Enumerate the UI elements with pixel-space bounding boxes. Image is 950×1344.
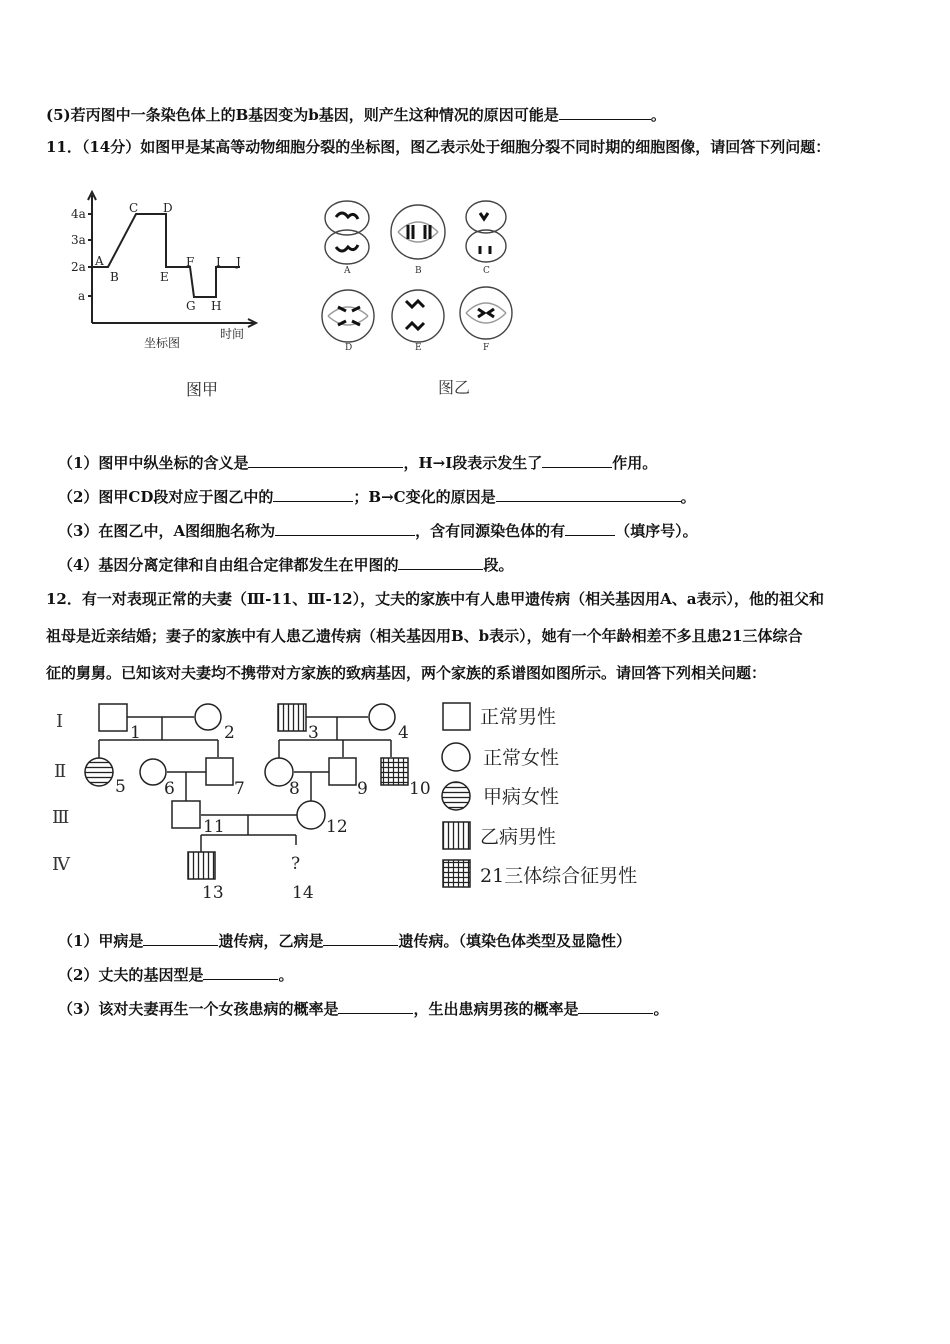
answer-blank[interactable] <box>275 520 415 536</box>
point-label: G <box>186 299 196 313</box>
cell-label: C <box>483 266 490 276</box>
answer-blank[interactable] <box>542 452 612 468</box>
generation-label: Ⅰ <box>56 711 64 732</box>
individual-7 <box>206 758 233 785</box>
answer-blank[interactable] <box>565 520 615 536</box>
individual-number: 8 <box>289 779 300 799</box>
q11-p4: （4）基因分离定律和自由组合定律都发生在甲图的 段。 <box>58 556 514 574</box>
q12-stem-line1: 12．有一对表现正常的夫妻（Ⅲ-11、Ⅲ-12），丈夫的家族中有人患甲遗传病（相关基因用A、a表示），他的祖父和 <box>46 590 824 608</box>
individual-number: 10 <box>409 779 431 799</box>
q12-p2: （2）丈夫的基因型是 。 <box>58 966 294 984</box>
q11-p2: （2）图甲CD段对应于图乙中的 ；B→C变化的原因是 。 <box>58 488 696 506</box>
individual-number: 14 <box>292 883 314 903</box>
individual-number: 6 <box>164 779 175 799</box>
individual-number: 4 <box>398 723 409 743</box>
point-label: I <box>216 255 221 269</box>
point-label: F <box>186 255 195 269</box>
legend-normal-female <box>442 743 470 771</box>
pedigree-chart <box>46 695 666 910</box>
cell-e <box>392 290 444 342</box>
individual-13 <box>188 852 215 879</box>
point-label: H <box>211 299 222 313</box>
individual-number: 9 <box>357 779 368 799</box>
unknown-mark: ? <box>291 854 301 874</box>
individual-number: 7 <box>234 779 245 799</box>
answer-blank[interactable] <box>273 486 353 502</box>
legend-yi-male <box>443 822 470 849</box>
legend-label: 21三体综合征男性 <box>480 865 638 887</box>
point-label: C <box>129 201 139 215</box>
answer-blank[interactable] <box>496 486 681 502</box>
cell-label: A <box>344 266 351 276</box>
x-axis-label: 时间 <box>220 327 245 341</box>
individual-6 <box>140 759 166 785</box>
cell-d <box>322 290 374 342</box>
point-label: D <box>163 201 173 215</box>
answer-blank[interactable] <box>559 104 651 120</box>
answer-blank[interactable] <box>248 452 403 468</box>
generation-label: Ⅲ <box>52 807 70 828</box>
individual-number: 12 <box>326 817 348 837</box>
q11-p1: （1）图甲中纵坐标的含义是 ，H→I段表示发生了 作用。 <box>58 454 658 472</box>
q11-stem: 11．（14分）如图甲是某高等动物细胞分裂的坐标图，图乙表示处于细胞分裂不同时期的细胞图像，请回答下列问题： <box>46 138 831 156</box>
legend-normal-male <box>443 703 470 730</box>
individual-9 <box>329 758 356 785</box>
individual-number: 13 <box>202 883 224 903</box>
point-label: B <box>110 270 119 284</box>
individual-1 <box>99 704 127 731</box>
individual-3 <box>278 704 306 731</box>
cell-f <box>460 287 512 339</box>
point-label: J <box>236 255 241 269</box>
individual-10 <box>381 758 408 785</box>
figure-caption: 图乙 <box>438 378 471 397</box>
q12-stem-line2: 祖母是近亲结婚；妻子的家族中有人患乙遗传病（相关基因用B、b表示），她有一个年龄相差不多且患21三体综合 <box>46 627 803 645</box>
individual-4 <box>369 704 395 730</box>
generation-label: Ⅱ <box>54 761 67 782</box>
individual-number: 2 <box>224 723 235 743</box>
answer-blank[interactable] <box>143 930 218 946</box>
generation-label: Ⅳ <box>52 854 70 875</box>
q12-stem-line3: 征的舅舅。已知该对夫妻均不携带对方家族的致病基因，两个家族的系谱图如图所示。请回答下列相关问题： <box>46 664 767 682</box>
y-tick: 4a <box>71 207 86 221</box>
cell-a <box>325 201 369 264</box>
q10-part5: (5)若丙图中一条染色体上的B基因变为b基因，则产生这种情况的原因可能是 。 <box>46 106 666 124</box>
answer-blank[interactable] <box>398 554 483 570</box>
legend-label: 正常女性 <box>483 747 560 769</box>
answer-blank[interactable] <box>578 998 653 1014</box>
individual-2 <box>195 704 221 730</box>
y-tick: 2a <box>71 260 86 274</box>
cell-label: E <box>415 343 422 353</box>
cell-c <box>466 201 506 262</box>
individual-5 <box>85 758 113 786</box>
q12-p1: （1）甲病是 遗传病，乙病是 遗传病。（填染色体类型及显隐性） <box>58 932 631 950</box>
point-label: A <box>95 254 104 268</box>
figure-caption: 图甲 <box>186 380 219 399</box>
cell-b <box>391 205 445 259</box>
q11-p3: （3）在图乙中，A图细胞名称为 ，含有同源染色体的有 （填序号）。 <box>58 522 698 540</box>
individual-11 <box>172 801 200 828</box>
individual-number: 11 <box>203 817 225 837</box>
individual-number: 5 <box>115 777 126 797</box>
point-label: E <box>160 270 169 284</box>
cell-label: F <box>483 343 490 353</box>
y-tick: a <box>78 289 86 303</box>
q12-p3: （3）该对夫妻再生一个女孩患病的概率是 ，生出患病男孩的概率是 。 <box>58 1000 669 1018</box>
individual-12 <box>297 801 325 829</box>
cell-label: B <box>415 266 422 276</box>
figure-jia <box>60 190 280 405</box>
x-caption: 坐标图 <box>144 336 181 350</box>
legend-label: 甲病女性 <box>483 786 560 808</box>
legend-label: 乙病男性 <box>480 826 557 848</box>
legend-jia-female <box>442 782 470 810</box>
individual-number: 3 <box>308 723 319 743</box>
y-tick: 3a <box>71 233 86 247</box>
cell-label: D <box>345 343 353 353</box>
answer-blank[interactable] <box>323 930 398 946</box>
answer-blank[interactable] <box>203 964 278 980</box>
legend-label: 正常男性 <box>480 706 557 728</box>
answer-blank[interactable] <box>338 998 413 1014</box>
legend-trisomy-male <box>443 860 470 887</box>
individual-number: 1 <box>130 723 141 743</box>
figure-yi <box>318 195 528 400</box>
